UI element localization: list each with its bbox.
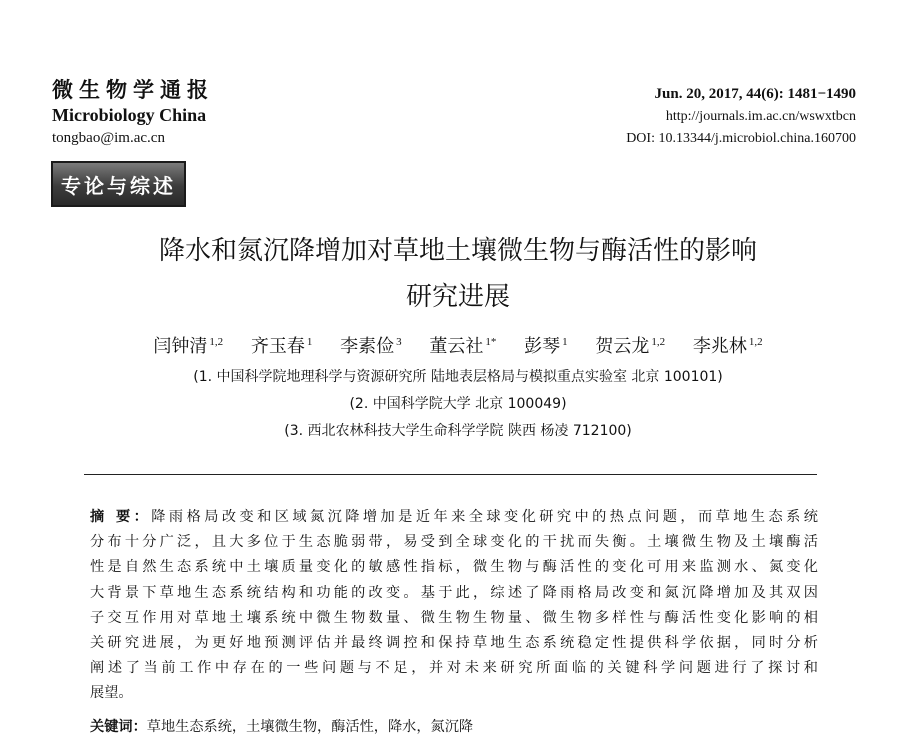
author-affiliation-mark: 1 — [562, 336, 568, 348]
abstract — [90, 505, 818, 707]
journal-name-cn: 微生物学通报 — [52, 78, 214, 102]
author-affiliation-mark: 1,2 — [209, 336, 224, 348]
abstract-label: 摘 要： — [90, 509, 152, 525]
abstract-line: 关研究进展，为更好地预测评估并最终调控和保持草地生态系统稳定性提供科学依据，同时分析 — [90, 635, 818, 652]
author — [429, 336, 496, 357]
author-name: 贺云龙 — [595, 336, 650, 357]
keywords-text: 草地生态系统，土壤微生物，酶活性，降水，氮沉降 — [146, 719, 474, 735]
abstract-line: 展望。 — [90, 685, 133, 702]
section-badge — [51, 161, 186, 207]
abstract-line: 子交互作用对草地土壤系统中微生物数量、微生物生物量、微生物多样性与酶活性变化影响的相 — [90, 609, 818, 626]
author-list — [0, 327, 916, 362]
journal-masthead — [52, 78, 214, 148]
author — [340, 336, 402, 357]
author-affiliation-mark: 1 — [306, 336, 313, 348]
abstract-line: 阐述了当前工作中存在的一些问题与不足，并对未来研究所面临的关键科学问题进行了探讨和 — [90, 660, 818, 677]
doi: DOI: 10.13344/j.microbiol.china.160700 — [626, 131, 856, 146]
abstract-line: 性是自然生态系统中土壤质量变化的敏感性指标，微生物与酶活性的变化可用来监测水、氮变化 — [90, 559, 818, 576]
abstract-text: 降雨格局改变和区域氮沉降增加是近年来全球变化研究中的热点问题，而草地生态系统 — [151, 509, 818, 525]
journal-url: http://journals.im.ac.cn/wswxtbcn — [665, 109, 856, 124]
author — [524, 336, 568, 357]
divider — [84, 474, 817, 475]
author-name: 董云社 — [429, 336, 484, 357]
paper-title-line-2: 研究进展 — [405, 282, 510, 312]
author-affiliation-mark: 1,2 — [748, 336, 763, 348]
journal-email: tongbao@im.ac.cn — [52, 130, 165, 146]
affiliation-2: (2. 中国科学院大学 北京 100049) — [349, 396, 567, 412]
author — [595, 336, 665, 357]
author-affiliation-mark: 1* — [485, 336, 497, 348]
paper-title-line-1: 降水和氮沉降增加对草地土壤微生物与酶活性的影响 — [158, 236, 757, 266]
affiliation-3: (3. 西北农林科技大学生命科学学院 陕西 杨凌 712100) — [284, 423, 632, 439]
author — [153, 336, 223, 357]
author-name: 李兆林 — [692, 336, 747, 357]
author-name: 齐玉春 — [250, 336, 305, 357]
author-affiliation-mark: 1,2 — [651, 336, 666, 348]
author-name: 闫钟清 — [153, 336, 208, 357]
author-name: 彭琴 — [524, 336, 561, 357]
publication-info — [626, 84, 856, 149]
issue-info: Jun. 20, 2017, 44(6): 1481−1490 — [654, 86, 856, 102]
author-name: 李素俭 — [340, 336, 395, 357]
section-badge-label: 专论与综述 — [61, 173, 176, 198]
abstract-line: 分布十分广泛，且大多位于生态脆弱带，易受到全球变化的干扰而失衡。土壤微生物及土壤酶活 — [90, 534, 818, 551]
keywords — [90, 715, 818, 739]
abstract-line: 大背景下草地生态系统结构和功能的改变。基于此，综述了降雨格局改变和氮沉降增加及其双因 — [90, 584, 818, 601]
keywords-label: 关键词： — [90, 719, 147, 735]
abstract-line — [90, 505, 818, 530]
journal-name-en: Microbiology China — [52, 105, 207, 125]
author — [251, 336, 313, 357]
author-affiliation-mark: 3 — [396, 336, 402, 348]
affiliation-1: (1. 中国科学院地理科学与资源研究所 陆地表层格局与模拟重点实验室 北京 100101) — [193, 369, 723, 385]
author — [693, 336, 763, 357]
